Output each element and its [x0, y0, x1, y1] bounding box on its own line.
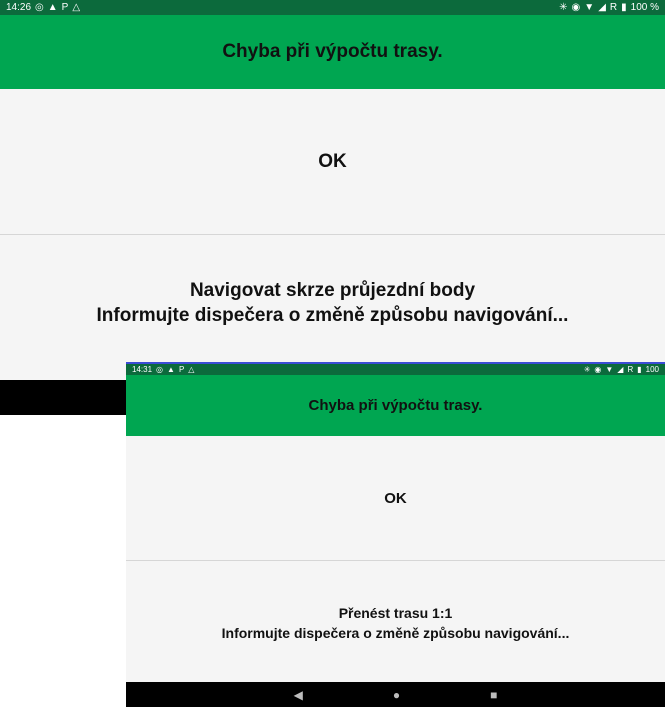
dialog-title: Chyba při výpočtu trasy. — [126, 375, 665, 436]
ok-button[interactable] — [126, 436, 665, 561]
status-time: 14:31 — [132, 365, 153, 374]
status-left — [6, 2, 80, 13]
ok-button[interactable] — [0, 89, 665, 235]
bluetooth-icon: ✳ — [583, 364, 591, 374]
eye-icon: ◎ — [35, 1, 44, 13]
roaming-icon: R — [609, 1, 618, 13]
roaming-icon: R — [627, 364, 634, 374]
bluetooth-icon: ✳ — [559, 1, 568, 13]
status-left — [132, 365, 194, 374]
signal-icon: ◢ — [617, 364, 624, 374]
status-right — [584, 365, 659, 374]
screenshot-second — [126, 362, 665, 707]
cloud-icon: △ — [72, 1, 81, 13]
battery-percent: 100 % — [630, 2, 659, 13]
eye-icon: ◎ — [156, 364, 164, 374]
battery-percent: 100 — [645, 365, 659, 374]
cloud-icon: △ — [188, 364, 195, 374]
ok-label: OK — [318, 150, 347, 172]
option-subtitle: Informujte dispečera o změně způsobu navigování... — [96, 305, 569, 326]
back-icon[interactable]: ◀ — [293, 687, 303, 702]
location-icon: ◉ — [571, 1, 581, 13]
status-time: 14:26 — [6, 2, 32, 13]
status-right — [559, 2, 659, 13]
wifi-icon: ▼ — [584, 1, 595, 13]
transfer-route-option[interactable] — [126, 561, 665, 685]
location-icon: ◉ — [594, 364, 602, 374]
option-title: Navigovat skrze průjezdní body — [189, 280, 476, 301]
wifi-icon: ▼ — [605, 364, 614, 374]
battery-icon: ▮ — [621, 1, 627, 13]
dialog-title: Chyba při výpočtu trasy. — [0, 15, 665, 89]
p-icon: P — [61, 1, 69, 13]
ok-label: OK — [384, 489, 407, 507]
home-icon[interactable]: ● — [392, 687, 401, 702]
cloud-icon: ▲ — [47, 1, 58, 13]
signal-icon: ◢ — [598, 1, 606, 13]
recents-icon[interactable]: ■ — [490, 687, 498, 702]
status-bar — [126, 364, 665, 375]
battery-icon: ▮ — [637, 364, 642, 374]
p-icon: P — [178, 364, 185, 374]
cloud-icon: ▲ — [167, 364, 175, 374]
navigation-bar — [126, 682, 665, 707]
status-bar — [0, 0, 665, 15]
option-title: Přenést trasu 1:1 — [338, 605, 453, 621]
navigate-waypoints-option[interactable] — [0, 235, 665, 361]
option-subtitle: Informujte dispečera o změně způsobu navigování... — [221, 625, 570, 641]
